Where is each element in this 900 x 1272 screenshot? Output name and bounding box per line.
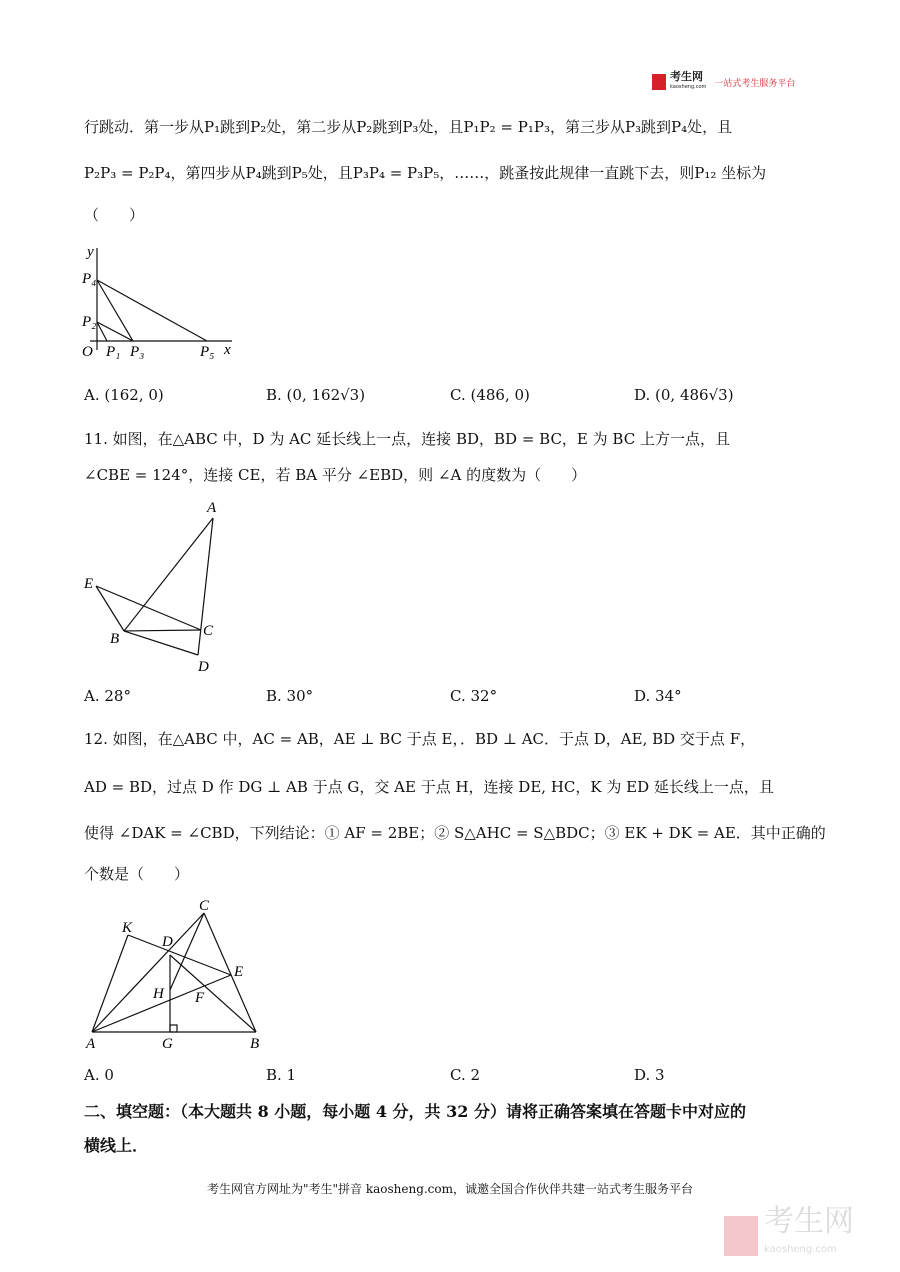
header-slogan: 一站式考生服务平台: [714, 78, 796, 89]
fig1-label-o: O: [82, 344, 93, 360]
q12-option-a[interactable]: A. 0: [84, 1066, 114, 1084]
fig2-label-c: C: [203, 623, 214, 639]
footer-text: 考生网官方网址为"考生"拼音 kaosheng.com，诚邀全国合作伙伴共建一站式考生服务平台: [206, 1182, 694, 1196]
watermark-logo: [724, 1204, 854, 1264]
q12-line-4: 个数是（ ）: [84, 865, 190, 883]
fig1-label-p5: P₅: [200, 344, 215, 360]
fig3-label-b: B: [250, 1036, 260, 1052]
fig2-label-b: B: [110, 631, 120, 647]
q10-line-2: P₂P₃ = P₂P₄，第四步从P₄跳到P₅处，且P₃P₄ = P₃P₅，……，跳蚤按此规律一直跳下去，则P₁₂ 坐标为: [84, 164, 767, 182]
section-heading-line-2: 横线上．: [84, 1136, 149, 1155]
watermark-domain: kaosheng.com: [764, 1244, 837, 1255]
q11-option-a[interactable]: A. 28°: [84, 687, 131, 705]
q11-line-1: 11. 如图，在△ABC 中，D 为 AC 延长线上一点，连接 BD，BD = BC，E 为 BC 上方一点，且: [84, 430, 730, 448]
fig1-label-p1: P₁: [106, 344, 121, 360]
fig3-label-k: K: [122, 920, 133, 936]
fig2-label-d: D: [198, 659, 209, 675]
watermark-name: 考生网: [764, 1204, 854, 1239]
logo-domain: kaosheng.com: [670, 84, 707, 90]
watermark-icon: [724, 1216, 758, 1256]
section-heading-line-1: 二、填空题：（本大题共 8 小题，每小题 4 分，共 32 分）请将正确答案填在答题卡中对应的: [84, 1102, 746, 1121]
fig3-label-e: E: [234, 964, 244, 980]
q10-option-d[interactable]: D. (0, 486√3): [634, 386, 734, 404]
q12-option-d[interactable]: D. 3: [634, 1066, 665, 1084]
fig1-label-p3: P₃: [130, 344, 145, 360]
fig3-label-d: D: [162, 934, 173, 950]
q10-line-1: 行跳动．第一步从P₁跳到P₂处，第二步从P₂跳到P₃处，且P₁P₂ = P₁P₃，第三步从P₃跳到P₄处，且: [84, 118, 733, 136]
q11-option-c[interactable]: C. 32°: [450, 687, 498, 705]
fig1-label-x: x: [224, 342, 231, 358]
fig2-label-e: E: [84, 576, 94, 592]
fig3-label-h: H: [153, 986, 164, 1002]
fig1-label-y: y: [87, 244, 94, 260]
fig3-label-a: A: [86, 1036, 96, 1052]
fig3-label-f: F: [195, 990, 205, 1006]
q12-line-1: 12. 如图，在△ABC 中，AC = AB，AE ⊥ BC 于点 E，．BD ⊥ AC．于点 D，AE, BD 交于点 F，: [84, 730, 756, 748]
q12-line-2: AD = BD，过点 D 作 DG ⊥ AB 于点 G，交 AE 于点 H，连接 DE, HC，K 为 ED 延长线上一点，且: [84, 778, 774, 796]
fig3-label-c: C: [199, 898, 210, 914]
q11-option-b[interactable]: B. 30°: [266, 687, 314, 705]
fig2-label-a: A: [207, 500, 217, 516]
q10-option-c[interactable]: C. (486, 0): [450, 386, 530, 404]
q11-line-2: ∠CBE = 124°，连接 CE，若 BA 平分 ∠EBD，则 ∠A 的度数为（ ）: [84, 466, 587, 484]
q12-option-c[interactable]: C. 2: [450, 1066, 481, 1084]
q10-option-b[interactable]: B. (0, 162√3): [266, 386, 366, 404]
q12-line-3: 使得 ∠DAK = ∠CBD，下列结论：① AF = 2BE；② S△AHC = S△BDC；③ EK + DK = AE．其中正确的: [84, 824, 826, 842]
q10-option-a[interactable]: A. (162, 0): [84, 386, 164, 404]
q10-line-3: （ ）: [84, 206, 145, 224]
fig3-label-g: G: [162, 1036, 173, 1052]
fig1-label-p4: P₄: [82, 271, 97, 287]
fig1-label-p2: P₂: [82, 314, 97, 330]
q11-option-d[interactable]: D. 34°: [634, 687, 682, 705]
logo-name: 考生网: [670, 70, 703, 83]
q12-option-b[interactable]: B. 1: [266, 1066, 297, 1084]
